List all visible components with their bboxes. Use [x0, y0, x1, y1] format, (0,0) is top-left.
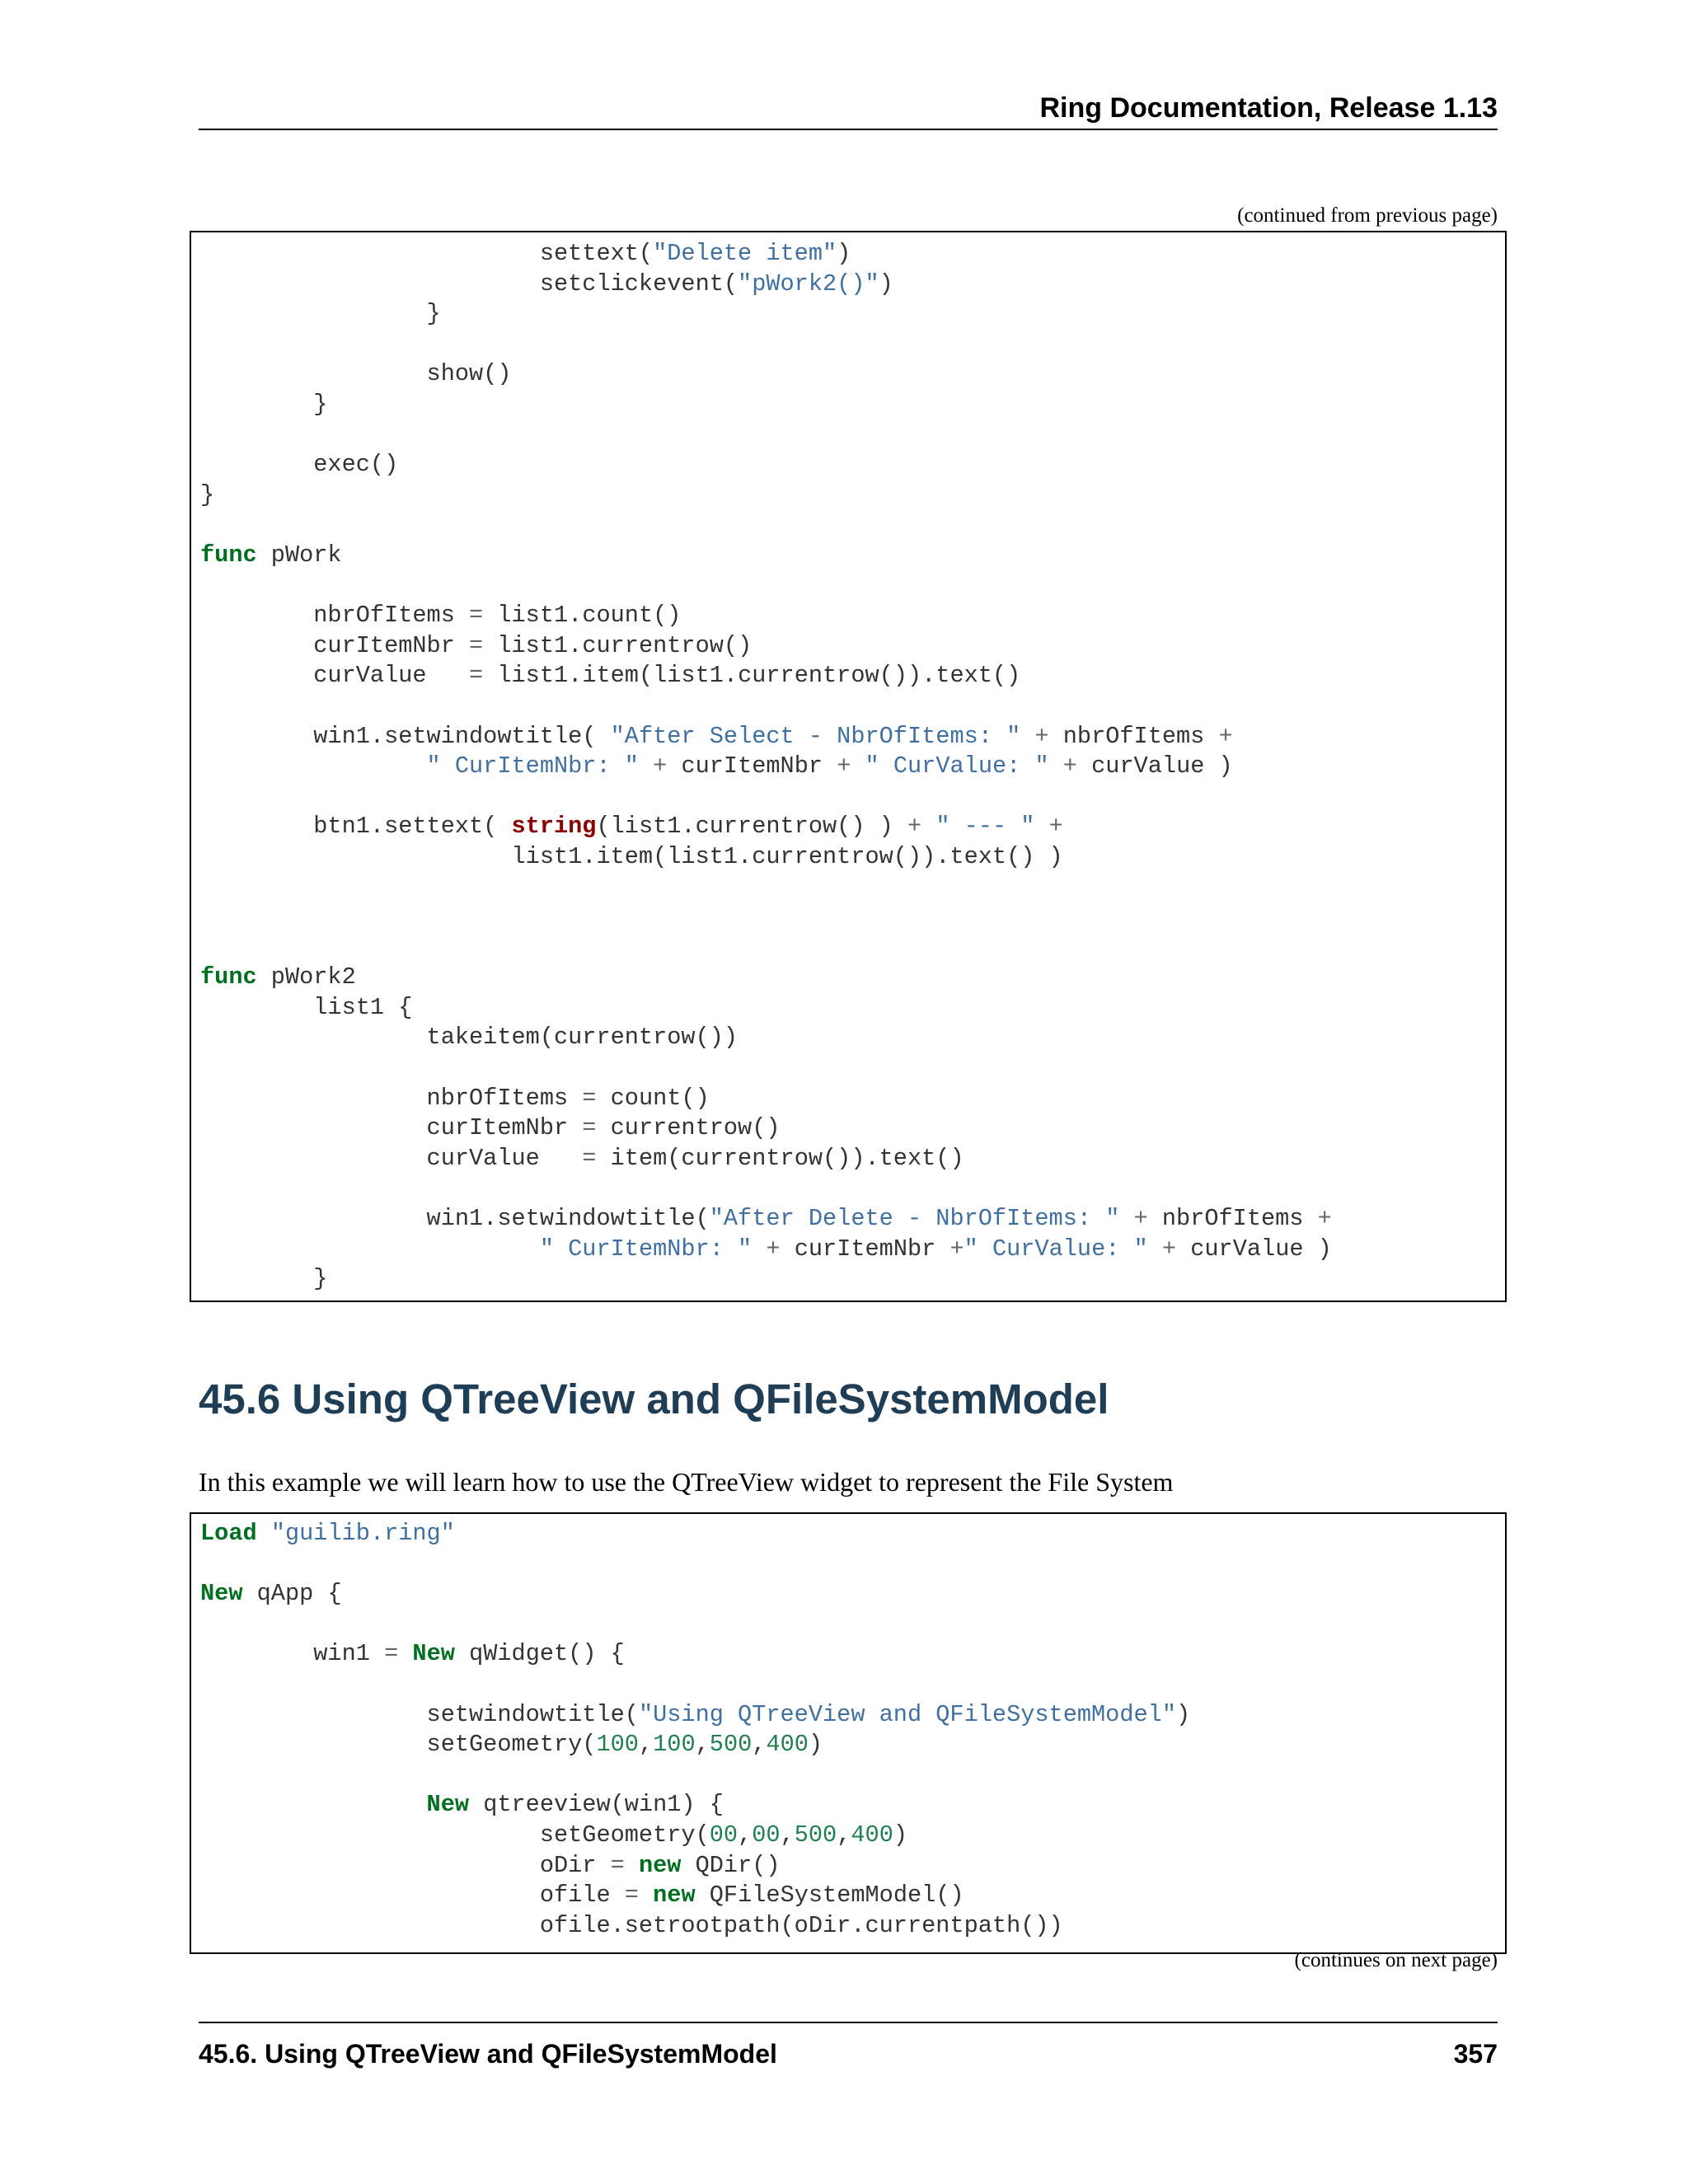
code-token: + — [1218, 722, 1233, 750]
code-token: + — [950, 1235, 964, 1263]
code-token: New — [200, 1580, 243, 1608]
code-token: (list1.currentrow() ) — [596, 813, 907, 841]
code-token: setclickevent( — [200, 269, 738, 298]
code-token: "guilib.ring" — [270, 1520, 455, 1547]
code-token: + — [1062, 752, 1077, 780]
code-token: curValue — [200, 662, 470, 690]
code-token: = — [469, 631, 484, 659]
code-token: } — [200, 1265, 328, 1293]
code-line — [200, 1791, 724, 1818]
code-token: + — [653, 752, 668, 780]
code-token: setGeometry( — [200, 1731, 597, 1759]
code-token: curValue ) — [1076, 752, 1233, 780]
code-line — [200, 270, 893, 298]
code-token: list1 { — [200, 993, 413, 1021]
code-line — [200, 541, 342, 569]
code-line — [200, 662, 1020, 689]
code-line — [200, 1265, 327, 1292]
code-token: + — [907, 813, 922, 841]
continued-from-note: (continued from previous page) — [1237, 204, 1498, 227]
code-token: string — [511, 813, 597, 841]
code-line — [200, 1821, 907, 1849]
code-token: list1.item(list1.currentrow()).text() ) — [200, 842, 1063, 870]
code-token: "pWork2()" — [738, 269, 879, 298]
code-token: takeitem(currentrow()) — [200, 1024, 738, 1052]
code-token: + — [837, 752, 851, 780]
code-token: + — [1161, 1235, 1177, 1263]
code-token — [851, 752, 865, 780]
code-token — [200, 1791, 427, 1818]
code-token: win1 — [200, 1640, 385, 1668]
code-token: 00 — [752, 1821, 781, 1849]
code-token: list1.currentrow() — [483, 631, 753, 659]
code-token: qWidget() { — [454, 1640, 625, 1668]
footer-rule — [199, 2022, 1498, 2023]
code-token: , — [738, 1821, 753, 1849]
code-token: show() — [200, 360, 512, 388]
footer-section-title: 45.6. Using QTreeView and QFileSystemModel — [199, 2039, 777, 2069]
code-block-continued — [190, 231, 1507, 1302]
code-token: + — [1034, 722, 1049, 750]
code-token: curValue — [200, 1144, 583, 1172]
code-token: ofile.setrootpath(oDir.currentpath()) — [200, 1911, 1063, 1939]
code-token: 500 — [794, 1821, 837, 1849]
code-token: = — [582, 1084, 597, 1112]
code-token: + — [766, 1235, 781, 1263]
code-token — [398, 1640, 412, 1667]
code-line — [200, 481, 214, 509]
code-line — [200, 813, 1063, 840]
code-token: } — [200, 300, 441, 328]
code-token — [921, 813, 935, 840]
code-token: = — [384, 1640, 399, 1668]
code-token: , — [752, 1731, 767, 1759]
code-token: } — [200, 390, 328, 418]
code-line — [200, 451, 398, 478]
code-line — [200, 1085, 710, 1112]
header-rule — [199, 129, 1498, 130]
code-token — [200, 752, 427, 780]
code-token: "After Select - NbrOfItems: " — [610, 722, 1021, 750]
code-token — [1020, 723, 1034, 750]
continues-on-note: (continues on next page) — [1294, 1949, 1498, 1971]
code-token: pWork2 — [256, 963, 356, 991]
code-token: , — [638, 1731, 654, 1759]
code-token: , — [837, 1821, 851, 1849]
code-token: nbrOfItems — [1147, 1205, 1318, 1232]
code-token: nbrOfItems — [1048, 722, 1219, 750]
code-token: settext( — [200, 240, 654, 267]
code-line — [200, 1580, 342, 1607]
code-line — [200, 1701, 1190, 1728]
section-heading: 45.6 Using QTreeView and QFileSystemModel — [199, 1376, 1109, 1422]
code-token — [752, 1235, 766, 1263]
code-token: = — [469, 602, 484, 630]
code-line — [200, 1145, 964, 1172]
code-token: ) — [893, 1821, 908, 1849]
code-token: "Delete item" — [653, 240, 837, 267]
code-token: oDir — [200, 1851, 611, 1879]
code-token: btn1.settext( — [200, 813, 512, 841]
code-line — [200, 602, 681, 629]
code-line — [200, 391, 327, 418]
code-token: func — [200, 963, 257, 991]
code-token: curItemNbr — [200, 631, 470, 659]
code-token — [1119, 1205, 1133, 1232]
code-line — [200, 1235, 1332, 1263]
code-token: = — [582, 1144, 597, 1172]
code-token: " CurItemNbr: " — [539, 1235, 753, 1263]
code-token: + — [1133, 1205, 1148, 1232]
code-token: } — [200, 480, 215, 509]
code-line — [200, 1205, 1332, 1232]
section-intro-paragraph: In this example we will learn how to use the QTreeView widget to represent the File System — [199, 1467, 1174, 1497]
code-token: nbrOfItems — [200, 602, 470, 630]
code-token: , — [780, 1821, 795, 1849]
code-line — [200, 1024, 738, 1051]
code-token: exec() — [200, 451, 399, 479]
code-line — [200, 632, 752, 659]
code-token: 400 — [766, 1731, 809, 1759]
code-line — [200, 1731, 823, 1758]
code-token — [257, 1520, 271, 1547]
code-token: " CurValue: " — [865, 752, 1049, 780]
code-token: = — [469, 662, 484, 690]
code-token: = — [582, 1114, 597, 1142]
code-token: New — [426, 1791, 470, 1819]
code-token: 400 — [851, 1821, 893, 1849]
code-token: setwindowtitle( — [200, 1700, 639, 1728]
code-line — [200, 300, 441, 327]
code-token: setGeometry( — [200, 1821, 710, 1849]
code-line — [200, 1912, 1063, 1939]
code-token: func — [200, 541, 257, 569]
code-token — [1034, 813, 1048, 840]
code-token: " --- " — [935, 813, 1035, 841]
code-token: , — [695, 1731, 710, 1759]
code-token — [1049, 752, 1063, 780]
code-token — [639, 752, 653, 780]
code-token: 500 — [709, 1731, 753, 1759]
code-line — [200, 1520, 455, 1547]
code-line — [200, 360, 512, 387]
code-token: 100 — [653, 1731, 696, 1759]
code-token: ofile — [200, 1882, 625, 1910]
code-token: = — [610, 1851, 625, 1879]
code-token: ) — [879, 269, 893, 298]
code-token: 100 — [596, 1731, 639, 1759]
page-number: 357 — [1453, 2039, 1498, 2069]
code-token: currentrow() — [596, 1114, 781, 1142]
code-token: " CurValue: " — [964, 1235, 1148, 1263]
code-listing — [200, 239, 1332, 1295]
code-token: qtreeview(win1) { — [469, 1791, 724, 1819]
code-token: = — [624, 1882, 639, 1910]
running-header-title: Ring Documentation, Release 1.13 — [1039, 92, 1498, 124]
code-token: item(currentrow()).text() — [596, 1144, 964, 1172]
code-token: New — [412, 1640, 455, 1668]
code-token: curItemNbr — [780, 1235, 950, 1263]
code-token: 00 — [709, 1821, 738, 1849]
code-token: nbrOfItems — [200, 1084, 583, 1112]
code-line — [200, 1882, 964, 1909]
code-line — [200, 240, 851, 267]
code-token: curItemNbr — [667, 752, 837, 780]
code-token: new — [653, 1882, 696, 1910]
code-token: win1.setwindowtitle( — [200, 722, 611, 750]
code-token: pWork — [256, 541, 342, 569]
code-token: ) — [1175, 1700, 1191, 1728]
code-token: + — [1048, 813, 1063, 841]
code-token: " CurItemNbr: " — [426, 752, 639, 780]
code-token: curValue ) — [1176, 1235, 1332, 1263]
code-token: Load — [200, 1520, 257, 1547]
code-token: new — [638, 1851, 682, 1879]
code-token — [625, 1852, 639, 1879]
code-token — [1148, 1235, 1162, 1263]
code-token: curItemNbr — [200, 1114, 583, 1142]
code-token: win1.setwindowtitle( — [200, 1205, 710, 1232]
code-token: + — [1317, 1205, 1332, 1232]
code-token: list1.item(list1.currentrow()).text() — [483, 662, 1021, 690]
code-token: list1.count() — [483, 602, 682, 630]
code-line — [200, 1640, 625, 1667]
code-line — [200, 994, 412, 1021]
code-line — [200, 1852, 781, 1879]
code-block-example — [190, 1512, 1507, 1954]
code-token: ) — [837, 240, 851, 267]
code-line — [200, 723, 1233, 750]
code-line — [200, 843, 1063, 870]
code-token: ) — [808, 1731, 823, 1759]
code-token — [639, 1882, 653, 1909]
code-token: QDir() — [681, 1851, 781, 1879]
code-line — [200, 752, 1233, 780]
code-line — [200, 1114, 781, 1141]
code-token: count() — [596, 1084, 710, 1112]
code-line — [200, 963, 356, 991]
code-token: "After Delete - NbrOfItems: " — [709, 1205, 1120, 1232]
code-token: QFileSystemModel() — [695, 1882, 964, 1910]
code-token — [200, 1235, 540, 1263]
code-token: qApp { — [242, 1580, 342, 1608]
code-listing — [200, 1519, 1190, 1941]
code-token: "Using QTreeView and QFileSystemModel" — [638, 1700, 1176, 1728]
